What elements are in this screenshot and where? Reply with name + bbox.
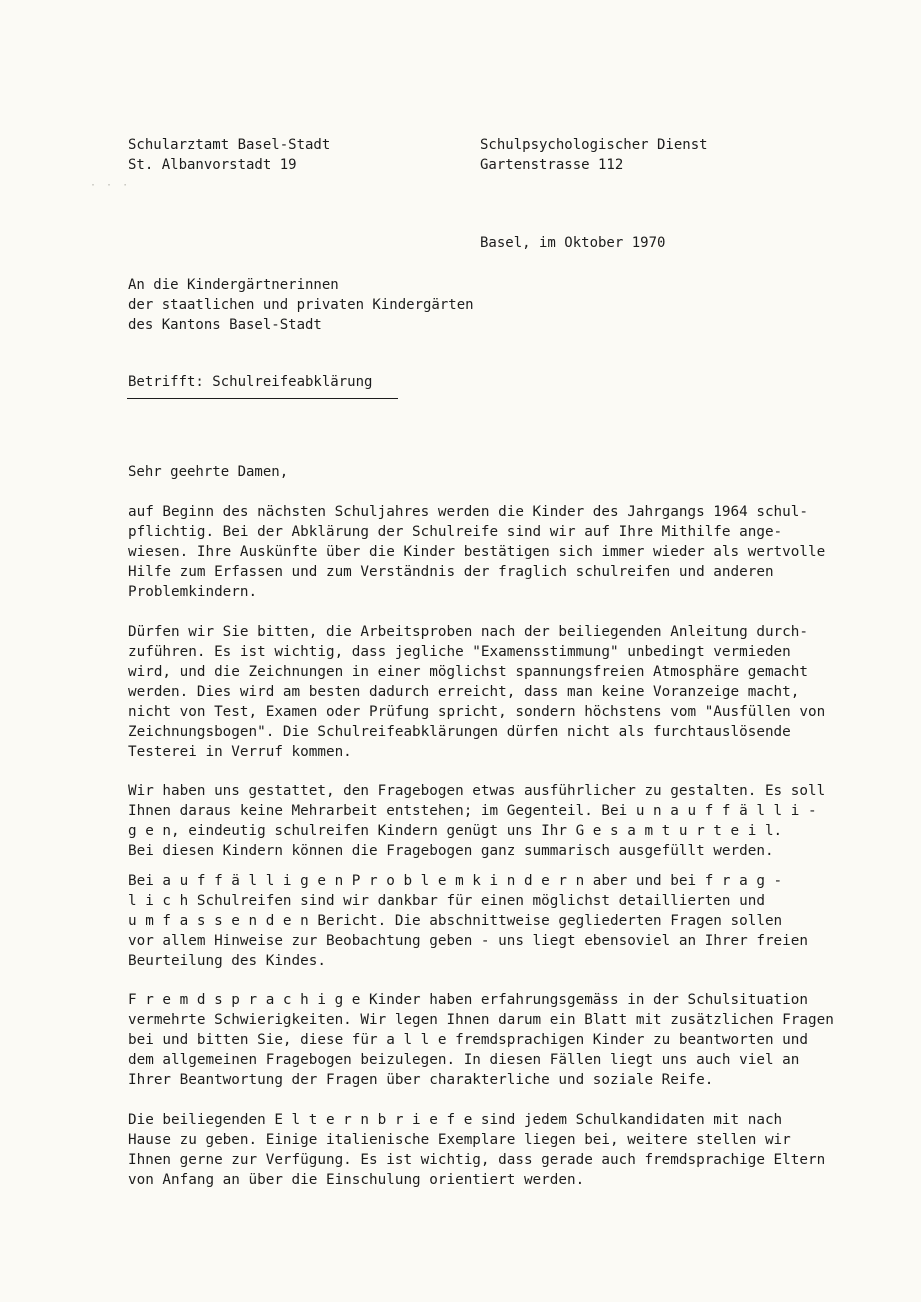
paragraph-line: Ihnen gerne zur Verfügung. Es ist wichtig, dass gerade auch fremdsprachige Eltern — [128, 1152, 826, 1168]
paragraph-line: nicht von Test, Examen oder Prüfung spricht, sondern höchstens vom "Ausfüllen von — [128, 704, 826, 720]
paragraph-line: wird, und die Zeichnungen in einer möglichst spannungsfreien Atmosphäre gemacht — [128, 664, 808, 680]
paragraph-line: Dürfen wir Sie bitten, die Arbeitsproben nach der beiliegenden Anleitung durch- — [128, 624, 808, 640]
paragraph-line: Wir haben uns gestattet, den Fragebogen etwas ausführlicher zu gestalten. Es soll — [128, 783, 826, 799]
paragraph-line: Die beiliegenden E l t e r n b r i e f e sind jedem Schulkandidaten mit nach — [128, 1112, 783, 1128]
paragraph-line: vor allem Hinweise zur Beobachtung geben - uns liegt ebensoviel an Ihrer freien — [128, 933, 808, 949]
sender-right-line2: Gartenstrasse 112 — [480, 157, 624, 173]
paragraph-line: Ihnen daraus keine Mehrarbeit entstehen; im Gegenteil. Bei u n a u f f ä l l i - — [128, 803, 817, 819]
paragraph-line: wiesen. Ihre Auskünfte über die Kinder bestätigen sich immer wieder als wertvolle — [128, 544, 826, 560]
paragraph-2 — [128, 622, 880, 762]
paragraph-1 — [128, 502, 880, 602]
recipient-address — [128, 275, 474, 335]
subject-underline — [127, 398, 398, 399]
salutation: Sehr geehrte Damen, — [128, 464, 289, 480]
paragraph-5 — [128, 990, 880, 1090]
paragraph-line: von Anfang an über die Einschulung orientiert werden. — [128, 1172, 585, 1188]
recipient-line3: des Kantons Basel-Stadt — [128, 317, 322, 333]
paragraph-4 — [128, 871, 880, 971]
paragraph-line: bei und bitten Sie, diese für a l l e fremdsprachigen Kinder zu beantworten und — [128, 1032, 808, 1048]
sender-right-line1: Schulpsychologischer Dienst — [480, 137, 708, 153]
paragraph-3 — [128, 781, 880, 861]
paragraph-line: auf Beginn des nächsten Schuljahres werden die Kinder des Jahrgangs 1964 schul- — [128, 504, 808, 520]
paragraph-line: Bei a u f f ä l l i g e n P r o b l e m k i n d e r n aber und bei f r a g - — [128, 873, 783, 889]
paragraph-line: werden. Dies wird am besten dadurch erreicht, dass man keine Voranzeige macht, — [128, 684, 800, 700]
paragraph-line: pflichtig. Bei der Abklärung der Schulreife sind wir auf Ihre Mithilfe ange- — [128, 524, 783, 540]
sender-left-line2: St. Albanvorstadt 19 — [128, 157, 297, 173]
paragraph-line: l i c h Schulreifen sind wir dankbar für einen möglichst detaillierten und — [128, 893, 765, 909]
paragraph-6 — [128, 1110, 880, 1190]
paragraph-line: Testerei in Verruf kommen. — [128, 744, 352, 760]
paragraph-line: F r e m d s p r a c h i g e Kinder haben erfahrungsgemäss in der Schulsituation — [128, 992, 808, 1008]
paragraph-line: Zeichnungsbogen". Die Schulreifeabklärungen dürfen nicht als furchtauslösende — [128, 724, 791, 740]
paragraph-line: dem allgemeinen Fragebogen beizulegen. In diesen Fällen liegt uns auch viel an — [128, 1052, 800, 1068]
sender-left-address — [128, 135, 330, 175]
recipient-line1: An die Kindergärtnerinnen — [128, 277, 339, 293]
paragraph-line: Bei diesen Kindern können die Fragebogen ganz summarisch ausgefüllt werden. — [128, 843, 774, 859]
paper-marks: · · · — [90, 180, 131, 191]
paragraph-line: Beurteilung des Kindes. — [128, 953, 326, 969]
paragraph-line: vermehrte Schwierigkeiten. Wir legen Ihnen darum ein Blatt mit zusätzlichen Fragen — [128, 1012, 834, 1028]
paragraph-line: zuführen. Es ist wichtig, dass jegliche "Examensstimmung" unbedingt vermieden — [128, 644, 791, 660]
subject-line-text: Betrifft: Schulreifeabklärung — [128, 374, 373, 390]
paragraph-line: Ihrer Beantwortung der Fragen über charakterliche und soziale Reife. — [128, 1072, 714, 1088]
paragraph-line: g e n, eindeutig schulreifen Kindern genügt uns Ihr G e s a m t u r t e i l. — [128, 823, 783, 839]
sender-right-address — [480, 135, 708, 175]
letter-date: Basel, im Oktober 1970 — [480, 235, 666, 251]
sender-left-line1: Schularztamt Basel-Stadt — [128, 137, 331, 153]
recipient-line2: der staatlichen und privaten Kindergärten — [128, 297, 474, 313]
paragraph-line: Hause zu geben. Einige italienische Exemplare liegen bei, weitere stellen wir — [128, 1132, 791, 1148]
paragraph-line: Hilfe zum Erfassen und zum Verständnis der fraglich schulreifen und anderen — [128, 564, 774, 580]
paragraph-line: Problemkindern. — [128, 584, 258, 600]
paragraph-line: u m f a s s e n d e n Bericht. Die abschnittweise gegliederten Fragen sollen — [128, 913, 783, 929]
